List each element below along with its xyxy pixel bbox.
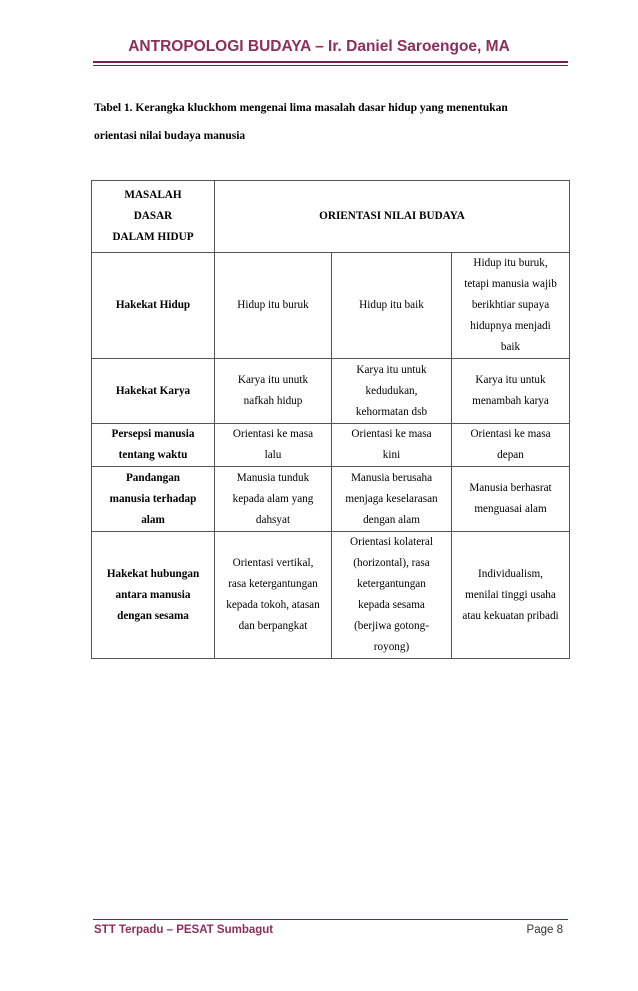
row-label-line: Pandangan: [125, 471, 181, 484]
cell-line: dan berpangkat: [238, 620, 308, 632]
cell-line: menjaga keselarasan: [345, 492, 438, 505]
cell-line: kini: [382, 449, 401, 461]
cell-line: Manusia tunduk: [236, 471, 310, 484]
cell-line: baik: [500, 341, 521, 353]
caption-line-1: Tabel 1. Kerangka kluckhom mengenai lima masalah dasar hidup yang menentukan: [94, 102, 508, 114]
orientation-cell: [332, 359, 452, 424]
cell-line: menambah karya: [472, 395, 549, 407]
cell-line: depan: [497, 449, 524, 461]
table-header-row: [92, 181, 570, 253]
table-caption: [94, 94, 564, 150]
row-label-line: antara manusia: [115, 588, 191, 601]
row-label-cell: [92, 532, 215, 659]
header-cell-problem: [92, 181, 215, 253]
orientation-cell: [215, 253, 332, 359]
cell-line: Karya itu untuk: [475, 374, 546, 386]
cell-line: (berjiwa gotong-: [354, 620, 429, 632]
orientation-cell: [332, 253, 452, 359]
cell-line: kepada tokoh, atasan: [226, 599, 320, 611]
orientation-cell: [332, 424, 452, 467]
orientation-cell: [452, 467, 570, 532]
row-label-line: Hakekat Karya: [115, 384, 191, 397]
header-line: DASAR: [133, 210, 173, 222]
orientation-cell: [215, 467, 332, 532]
cell-line: Karya itu unutk: [237, 374, 309, 386]
cell-line: kehormatan dsb: [355, 405, 428, 418]
cell-line: kepada alam yang: [232, 492, 314, 505]
cell-line: Orientasi ke masa: [351, 428, 432, 440]
footer-rule: [93, 919, 568, 920]
orientation-cell: [215, 424, 332, 467]
cell-line: Hidup itu buruk,: [473, 257, 548, 269]
row-label-line: Hakekat Hidup: [115, 299, 191, 311]
table-row: [92, 467, 570, 532]
cell-line: royong): [373, 641, 410, 653]
cell-line: dahsyat: [255, 513, 291, 526]
row-label-cell: [92, 359, 215, 424]
row-label-line: tentang waktu: [118, 449, 188, 461]
table-row: [92, 424, 570, 467]
cell-line: Orientasi ke masa: [232, 428, 314, 440]
orientation-cell: [332, 532, 452, 659]
header-line: DALAM HIDUP: [112, 231, 194, 243]
cell-line: rasa ketergantungan: [228, 578, 318, 590]
footer-institution: STT Terpadu – PESAT Sumbagut: [94, 924, 274, 936]
header-line: MASALAH: [124, 189, 182, 201]
cell-line: menguasai alam: [474, 503, 547, 515]
cell-line: atau kekuatan pribadi: [462, 609, 559, 622]
caption-line-2: orientasi nilai budaya manusia: [94, 130, 246, 142]
cell-line: (horizontal), rasa: [353, 557, 430, 569]
cell-line: Orientasi ke masa: [470, 428, 551, 440]
header-rule-thin: [93, 65, 568, 66]
cell-line: kepada sesama: [358, 599, 425, 611]
cell-line: Manusia berusaha: [350, 471, 433, 484]
cell-line: dengan alam: [363, 513, 420, 526]
orientation-cell: [452, 532, 570, 659]
cell-line: Karya itu untuk: [356, 363, 427, 376]
row-label-line: dengan sesama: [117, 609, 189, 622]
cell-line: Hidup itu buruk: [237, 299, 309, 311]
cell-line: tetapi manusia wajib: [464, 278, 557, 290]
orientation-cell: [452, 253, 570, 359]
cell-line: Hidup itu baik: [359, 299, 424, 311]
header-cell-orientation: ORIENTASI NILAI BUDAYA: [215, 181, 570, 253]
values-orientation-table: [91, 180, 570, 659]
cell-line: menilai tinggi usaha: [465, 588, 556, 601]
cell-line: nafkah hidup: [243, 395, 303, 407]
row-label-line: Hakekat hubungan: [106, 567, 200, 580]
orientation-cell: [215, 532, 332, 659]
cell-line: kedudukan,: [365, 384, 418, 397]
cell-line: Orientasi kolateral: [350, 536, 433, 548]
cell-line: hidupnya menjadi: [470, 320, 551, 332]
row-label-line: Persepsi manusia: [111, 428, 195, 440]
orientation-cell: [215, 359, 332, 424]
table-row: [92, 532, 570, 659]
footer-page-number: Page 8: [526, 924, 563, 936]
orientation-cell: [452, 359, 570, 424]
row-label-line: alam: [141, 513, 165, 526]
page-header-title: ANTROPOLOGI BUDAYA – Ir. Daniel Saroengoe, MA: [128, 38, 510, 55]
cell-line: Manusia berhasrat: [469, 482, 552, 494]
cell-line: Individualism,: [478, 567, 543, 580]
cell-line: berikhtiar supaya: [471, 299, 550, 311]
cell-line: lalu: [264, 449, 282, 461]
table-row: [92, 359, 570, 424]
row-label-cell: [92, 253, 215, 359]
header-rule-thick: [93, 61, 568, 63]
row-label-cell: [92, 467, 215, 532]
cell-line: Orientasi vertikal,: [232, 557, 314, 569]
row-label-line: manusia terhadap: [109, 492, 197, 505]
orientation-cell: [332, 467, 452, 532]
table-row: [92, 253, 570, 359]
cell-line: ketergantungan: [357, 578, 426, 590]
orientation-cell: [452, 424, 570, 467]
row-label-cell: [92, 424, 215, 467]
